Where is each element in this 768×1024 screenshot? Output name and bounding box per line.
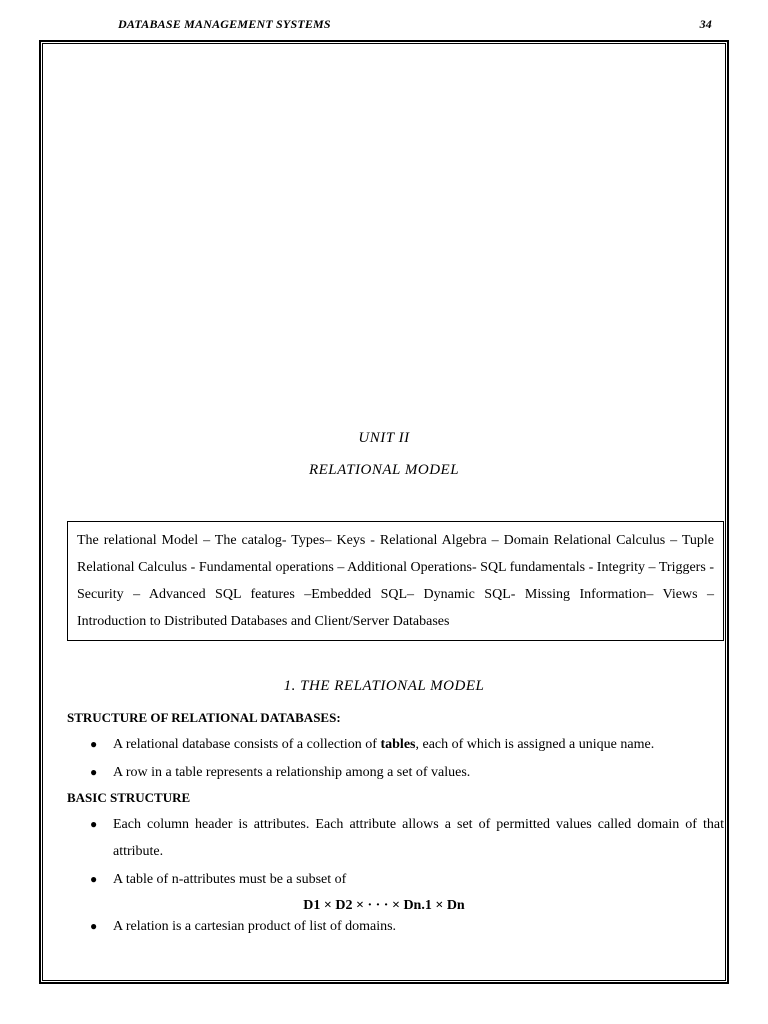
list-item-text: A table of n-attributes must be a subset of (113, 872, 347, 887)
unit-number: UNIT II (358, 430, 410, 446)
page-number: 34 (699, 17, 712, 31)
bullet-icon: ● (90, 737, 98, 751)
list-item-text (113, 731, 724, 758)
bullet-icon: ● (90, 872, 98, 886)
bold-term: tables (380, 737, 416, 752)
bullet-icon: ● (90, 817, 98, 831)
unit-title: RELATIONAL MODEL (308, 462, 460, 478)
structure-heading: STRUCTURE OF RELATIONAL DATABASES: (67, 710, 341, 725)
list-item-text-after: , each of which is assigned a unique name. (415, 737, 655, 752)
bullet-icon: ● (90, 765, 98, 779)
bullet-icon: ● (90, 919, 98, 933)
list-item-text-before: A relational database consists of a collection of (113, 737, 381, 752)
list-item-text: Each column header is attributes. Each attribute allows a set of permitted values called domain of that attribute. (113, 817, 724, 859)
syllabus-box: The relational Model – The catalog- Types– Keys - Relational Algebra – Domain Relational Calculus – Tuple Relational Calculus - Fundamental operations – Additional Operations- SQL fundamentals - Integrity – Triggers - Security – Advanced SQL features –Embedded SQL– Dynamic SQL- Missing Information– Views – Introduction to Distributed Databases and Client/Server Databases (67, 521, 724, 641)
list-item-text: A relation is a cartesian product of list of domains. (113, 919, 397, 934)
cartesian-product-formula: D1 × D2 × · · · × Dn.1 × Dn (303, 898, 465, 913)
section-heading: 1. THE RELATIONAL MODEL (283, 678, 485, 694)
list-item-text: A row in a table represents a relationship among a set of values. (113, 765, 471, 780)
basic-structure-heading: BASIC STRUCTURE (67, 790, 191, 805)
running-title: DATABASE MANAGEMENT SYSTEMS (118, 17, 331, 31)
